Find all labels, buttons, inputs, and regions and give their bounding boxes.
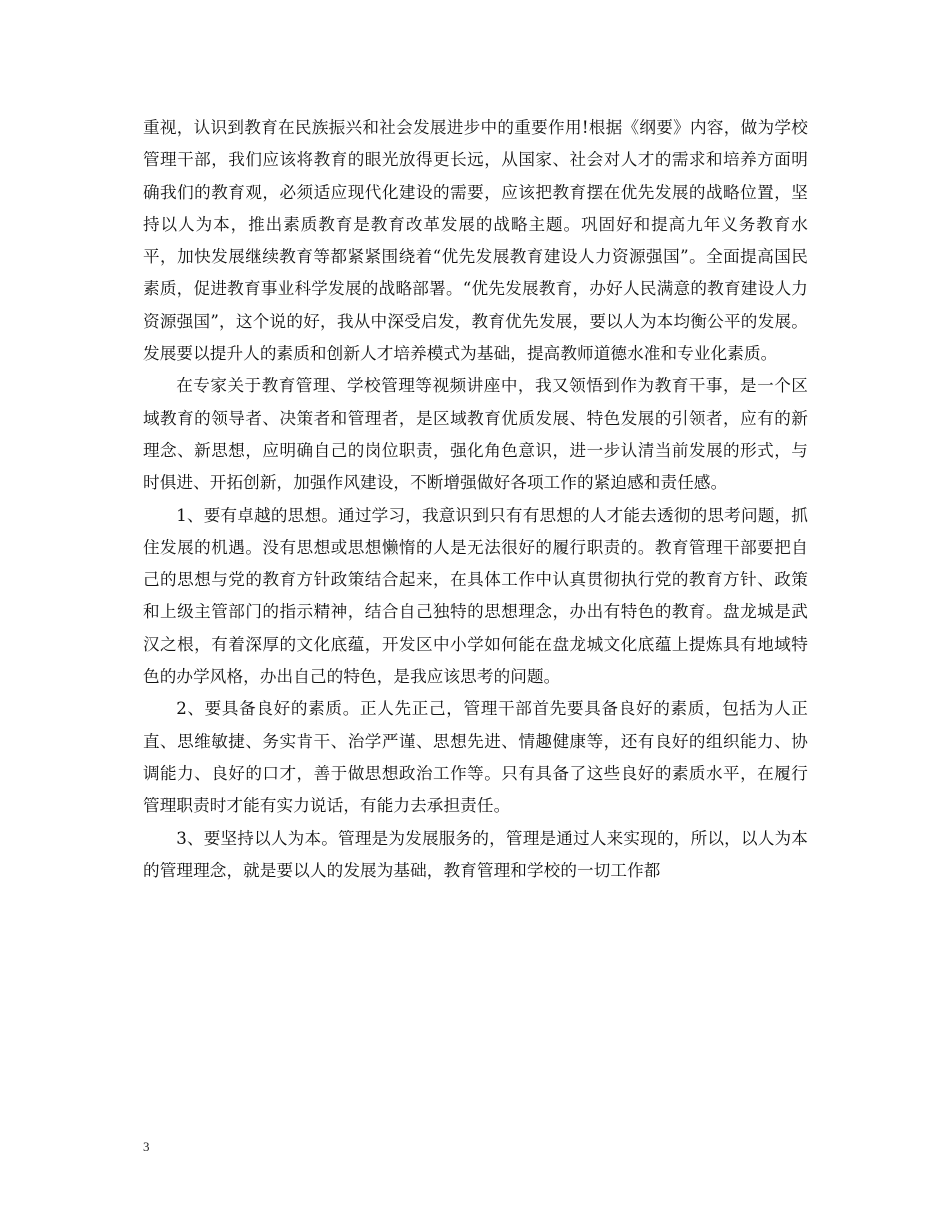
paragraph-point-3: 3、要坚持以人为本。管理是为发展服务的，管理是通过人来实现的，所以，以人为本的管理理念，就是要以人的发展为基础，教育管理和学校的一切工作都	[143, 828, 808, 880]
paragraph-continuation: 重视，认识到教育在民族振兴和社会发展进步中的重要作用!根据《纲要》内容，做为学校管理干部，我们应该将教育的眼光放得更长远，从国家、社会对人才的需求和培养方面明确我们的教育观，必须适应现代化建设的需要，应该把教育摆在优先发展的战略位置，坚持以人为本，推出素质教育是教育改革发展的战略主题。巩固好和提高九年义务教育水平，加快发展继续教育等都紧紧围绕着“优先发展教育建设人力资源强国”。全面提高国民素质，促进教育事业科学发展的战略部署。“优先发展教育，办好人民满意的教育建设人力资源强国”，这个说的好，我从中深受启发，教育优先发展，要以人为本均衡公平的发展。发展要以提升人的素质和创新人才培养模式为基础，提高教师道德水准和专业化素质。	[143, 118, 808, 364]
paragraph-expert-lectures: 在专家关于教育管理、学校管理等视频讲座中，我又领悟到作为教育干事，是一个区域教育的领导者、决策者和管理者，是区域教育优质发展、特色发展的引领者，应有的新理念、新思想，应明确自己的岗位职责，强化角色意识，进一步认清当前发展的形式，与时俱进、开拓创新，加强作风建设，不断增强做好各项工作的紧迫感和责任感。	[143, 376, 808, 493]
paragraph-point-2: 2、要具备良好的素质。正人先正己，管理干部首先要具备良好的素质，包括为人正直、思维敏捷、务实肯干、治学严谨、思想先进、情趣健康等，还有良好的组织能力、协调能力、良好的口才，善于做思想政治工作等。只有具备了这些良好的素质水平，在履行管理职责时才能有实力说话，有能力去承担责任。	[143, 699, 808, 816]
paragraph-point-1: 1、要有卓越的思想。通过学习，我意识到只有有思想的人才能去透彻的思考问题，抓住发展的机遇。没有思想或思想懒惰的人是无法很好的履行职责的。教育管理干部要把自己的思想与党的教育方针政策结合起来，在具体工作中认真贯彻执行党的教育方针、政策和上级主管部门的指示精神，结合自己独特的思想理念，办出有特色的教育。盘龙城是武汉之根，有着深厚的文化底蕴，开发区中小学如何能在盘龙城文化底蕴上提炼具有地域特色的办学风格，办出自己的特色，是我应该思考的问题。	[143, 505, 808, 687]
document-body	[143, 112, 808, 887]
page-number: 3	[143, 1139, 150, 1154]
